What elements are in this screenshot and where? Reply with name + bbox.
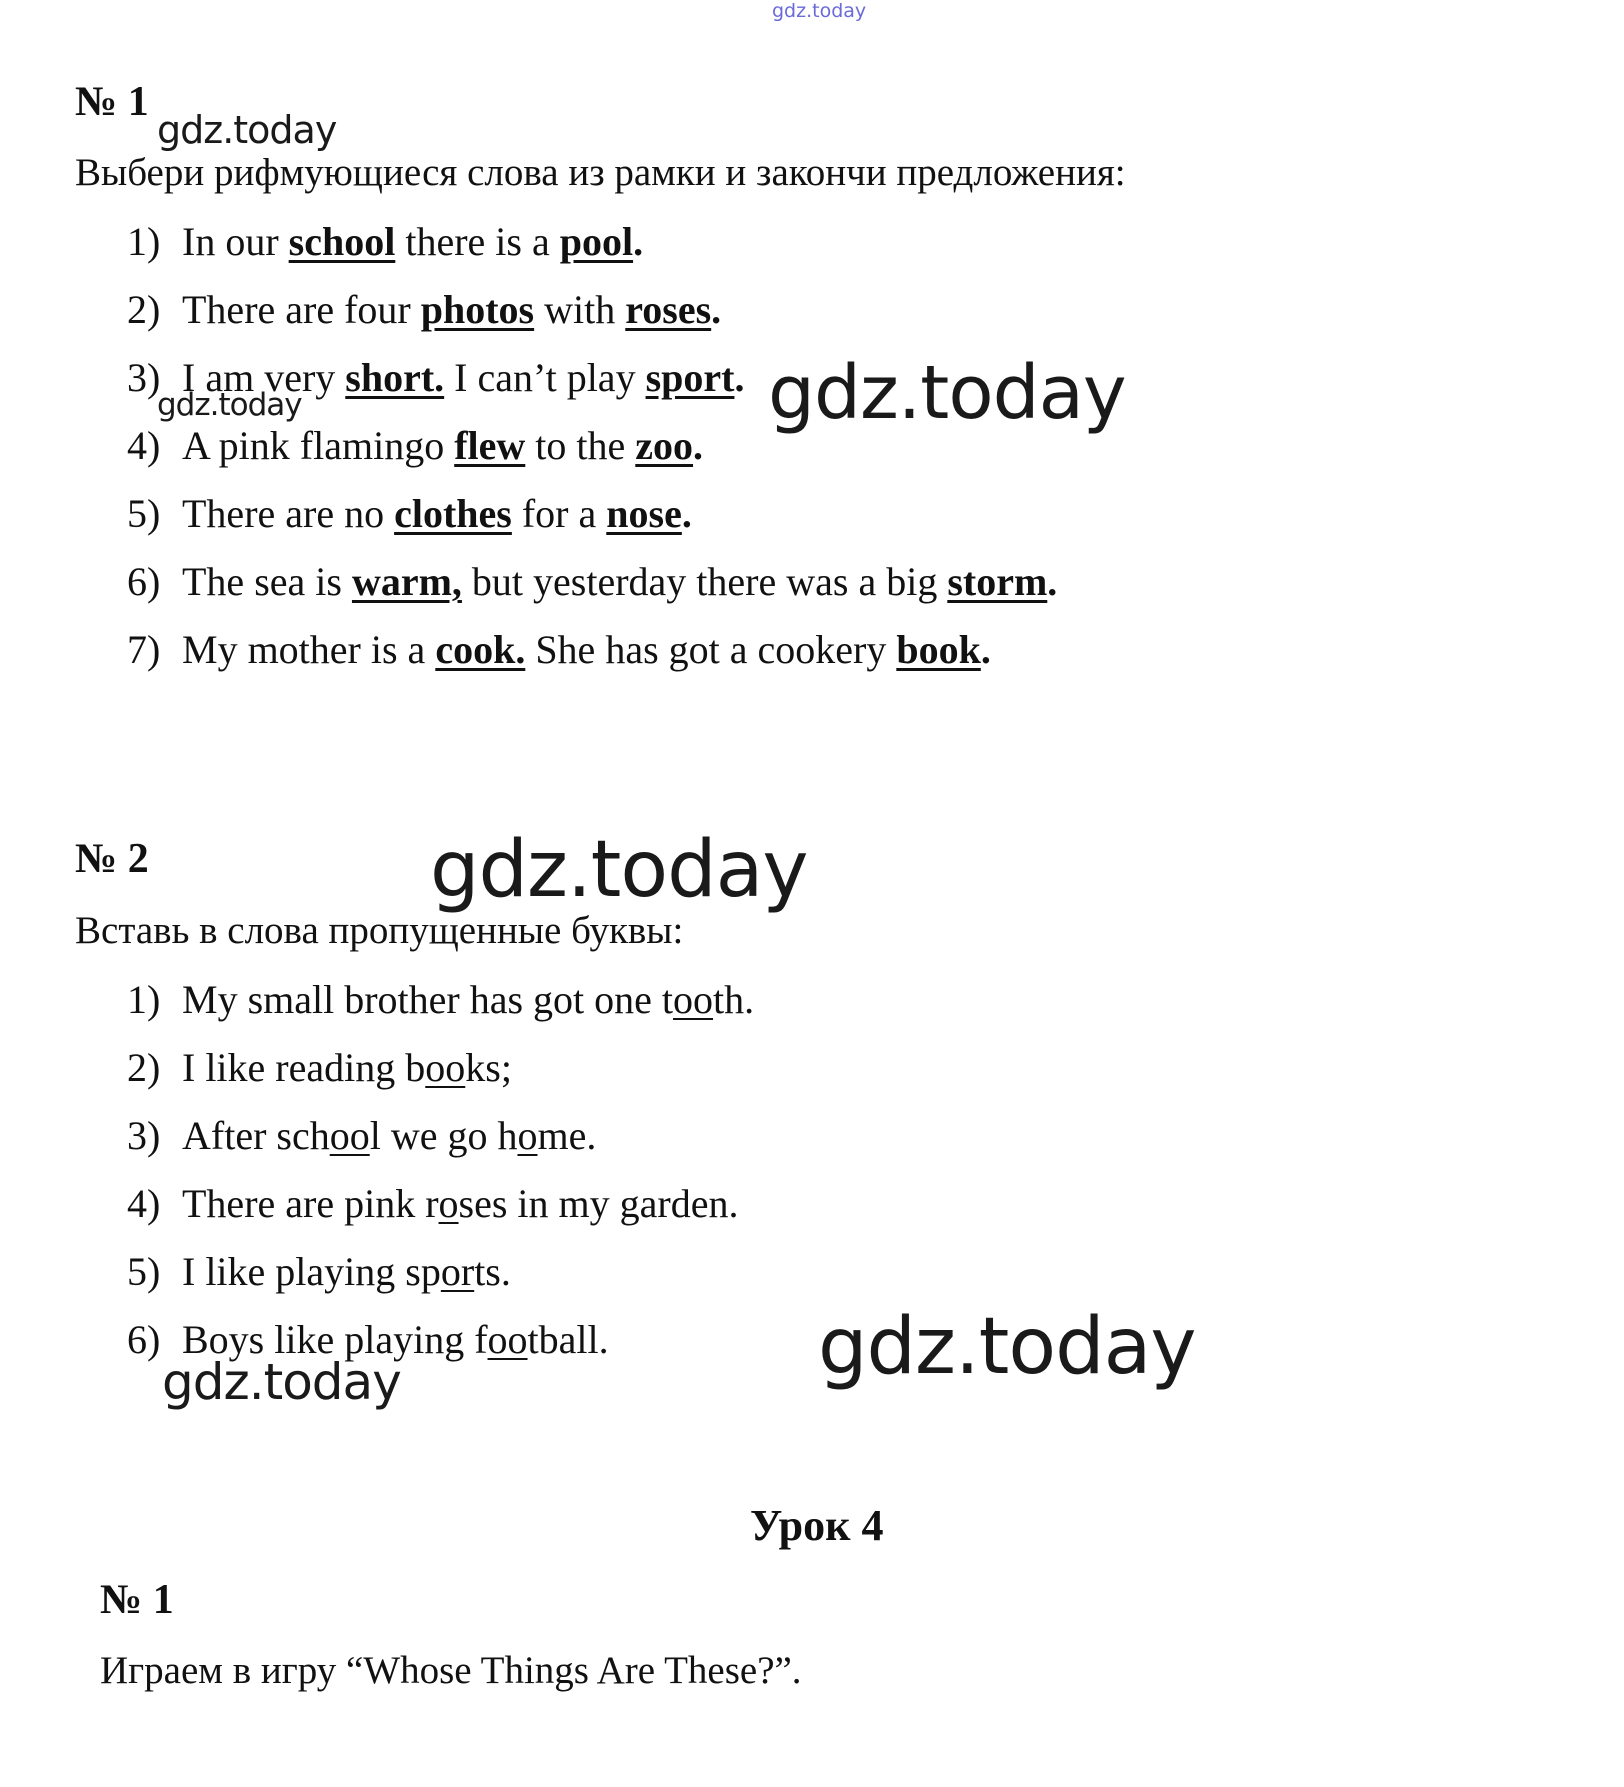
answer-word: sport xyxy=(645,355,735,400)
task1-instruction: Выбери рифмующиеся слова из рамки и закончи предложения: xyxy=(75,151,1126,194)
item-number: 4) xyxy=(127,1181,161,1226)
filled-letters: o xyxy=(517,1113,538,1158)
task2-heading: № 2 xyxy=(75,836,149,882)
filled-letters: oo xyxy=(425,1045,466,1090)
watermark: gdz.today xyxy=(162,1353,401,1411)
watermark: gdz.today xyxy=(430,825,808,915)
task1-item-5: 5) There are no clothes for a nose. xyxy=(127,491,692,536)
item-number: 1) xyxy=(127,219,161,264)
filled-letters: oo xyxy=(673,977,714,1022)
item-number: 1) xyxy=(127,977,161,1022)
watermark: gdz.today xyxy=(157,387,302,423)
answer-word: pool xyxy=(559,219,634,264)
task1-item-3: 3) I am very short. I can’t play sport. xyxy=(127,355,745,400)
answer-word: short. xyxy=(345,355,445,400)
task1-item-1: 1) In our school there is a pool. xyxy=(127,219,644,264)
answer-word: storm xyxy=(947,559,1048,604)
answer-word: cook. xyxy=(435,627,526,672)
item-number: 2) xyxy=(127,287,161,332)
task2-item-1: 1) My small brother has got one tooth. xyxy=(127,977,755,1022)
answer-word: flew xyxy=(454,423,526,468)
lesson4-task1-instruction: Играем в игру “Whose Things Are These?”. xyxy=(100,1649,802,1692)
item-number: 4) xyxy=(127,423,161,468)
item-number: 3) xyxy=(127,355,161,400)
answer-word: nose xyxy=(606,491,682,536)
watermark: gdz.today xyxy=(818,1302,1196,1392)
task1-item-4: 4) A pink flamingo flew to the zoo. xyxy=(127,423,704,468)
item-number: 6) xyxy=(127,1317,161,1362)
filled-letters: o xyxy=(438,1181,459,1226)
task2-item-2: 2) I like reading books; xyxy=(127,1045,512,1090)
answer-word: photos xyxy=(420,287,535,332)
lesson-title: Урок 4 xyxy=(750,1501,884,1550)
task1-item-7: 7) My mother is a cook. She has got a cookery book. xyxy=(127,627,991,672)
item-number: 5) xyxy=(127,491,161,536)
task1-item-6: 6) The sea is warm, but yesterday there was a big storm. xyxy=(127,559,1058,604)
item-number: 3) xyxy=(127,1113,161,1158)
filled-letters: or xyxy=(440,1249,475,1294)
answer-word: zoo xyxy=(635,423,694,468)
task2-item-4: 4) There are pink roses in my garden. xyxy=(127,1181,739,1226)
task2-item-3: 3) After school we go home. xyxy=(127,1113,597,1158)
filled-letters: oo xyxy=(329,1113,370,1158)
item-number: 2) xyxy=(127,1045,161,1090)
item-number: 5) xyxy=(127,1249,161,1294)
lesson4-task1-heading: № 1 xyxy=(100,1577,174,1623)
task2-item-6: 6) Boys like playing football. xyxy=(127,1317,609,1362)
answer-word: clothes xyxy=(394,491,512,536)
filled-letters: oo xyxy=(487,1317,528,1362)
answer-word: warm, xyxy=(351,559,462,604)
watermark: gdz.today xyxy=(157,108,337,152)
task2-instruction: Вставь в слова пропущенные буквы: xyxy=(75,909,684,952)
answer-word: book xyxy=(896,627,981,672)
answer-word: school xyxy=(288,219,396,264)
task1-item-2: 2) There are four photos with roses. xyxy=(127,287,722,332)
item-number: 6) xyxy=(127,559,161,604)
item-number: 7) xyxy=(127,627,161,672)
watermark: gdz.today xyxy=(768,350,1126,436)
answer-word: roses xyxy=(625,287,712,332)
task1-heading: № 1 xyxy=(75,79,149,125)
task2-item-5: 5) I like playing sports. xyxy=(127,1249,511,1294)
watermark-top: gdz.today xyxy=(772,0,867,22)
